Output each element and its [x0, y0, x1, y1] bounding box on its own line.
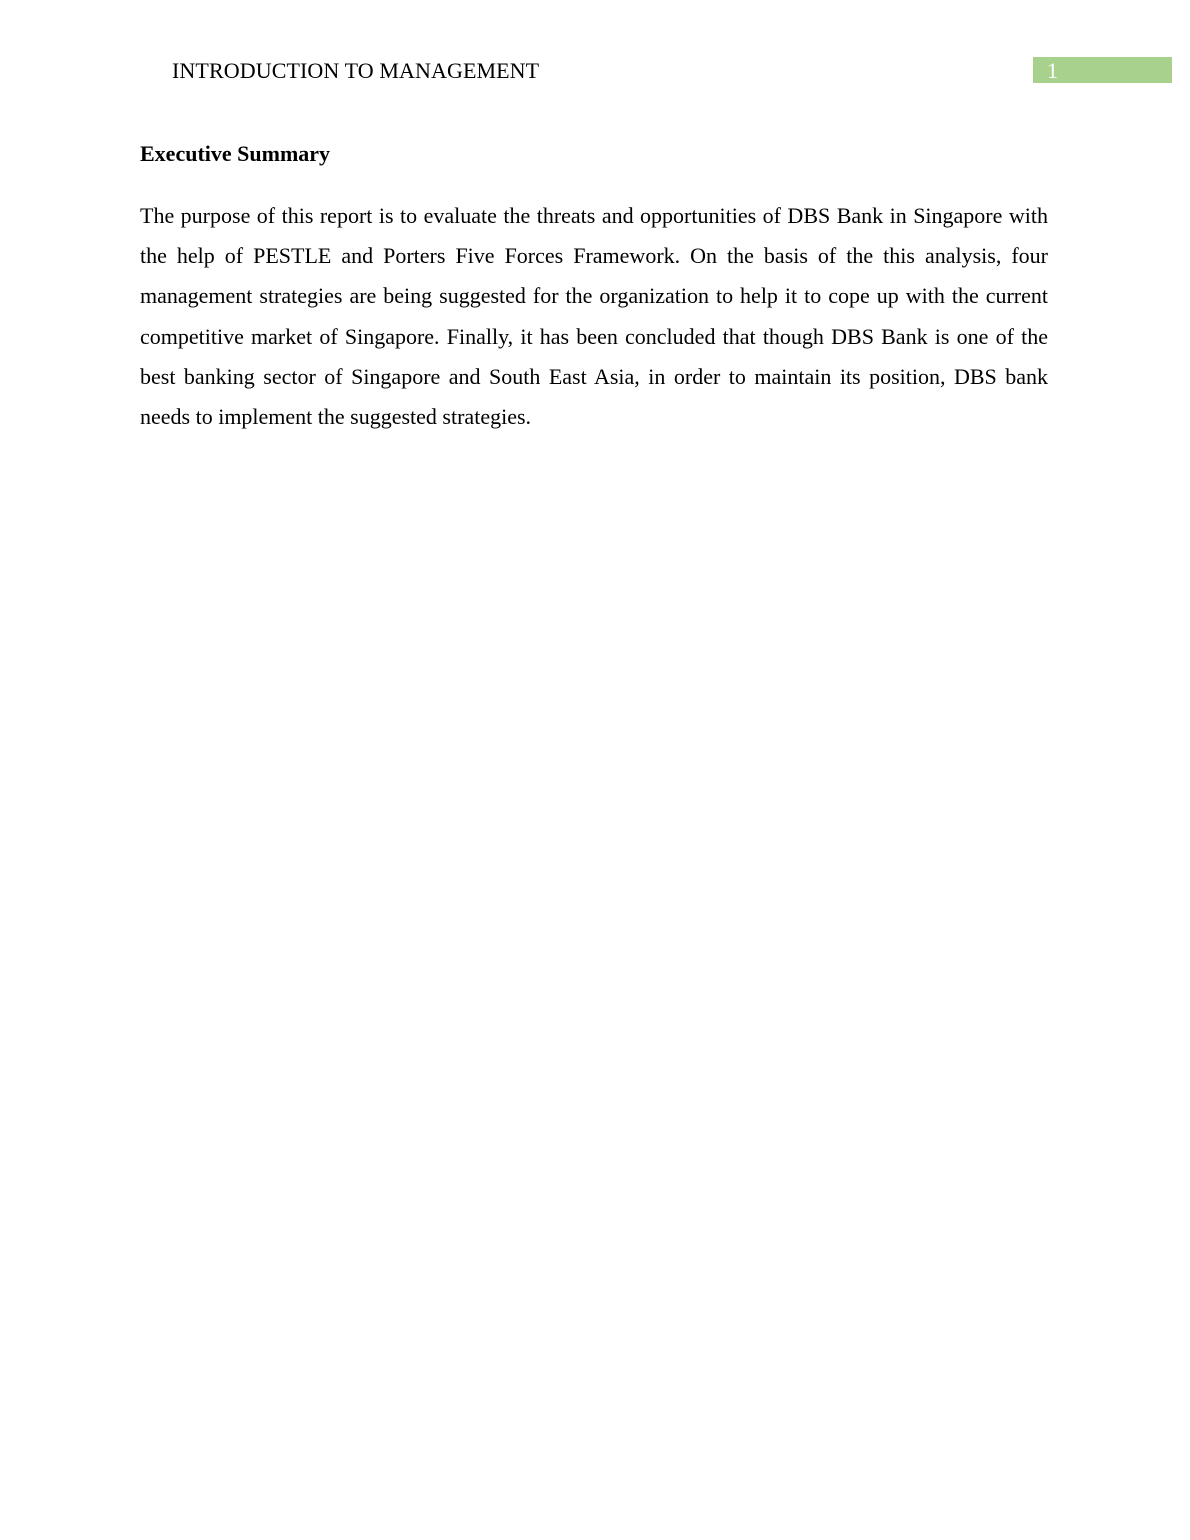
page-number-badge	[1033, 57, 1172, 83]
document-body	[140, 140, 1048, 437]
page-number: 1	[1047, 58, 1058, 83]
section-heading: Executive Summary	[140, 141, 331, 166]
executive-summary-paragraph: The purpose of this report is to evaluate the threats and opportunities of DBS Bank in Singapore with the help of PESTLE and Porters Five Forces Framework. On the basis of the this analysis, four management strategies are being suggested for the organization to help it to cope up with the current competitive market of Singapore. Finally, it has been concluded that though DBS Bank is one of the best banking sector of Singapore and South East Asia, in order to maintain its position, DBS bank needs to implement the suggested strategies.	[140, 203, 1048, 430]
running-header-title: INTRODUCTION TO MANAGEMENT	[172, 58, 540, 83]
